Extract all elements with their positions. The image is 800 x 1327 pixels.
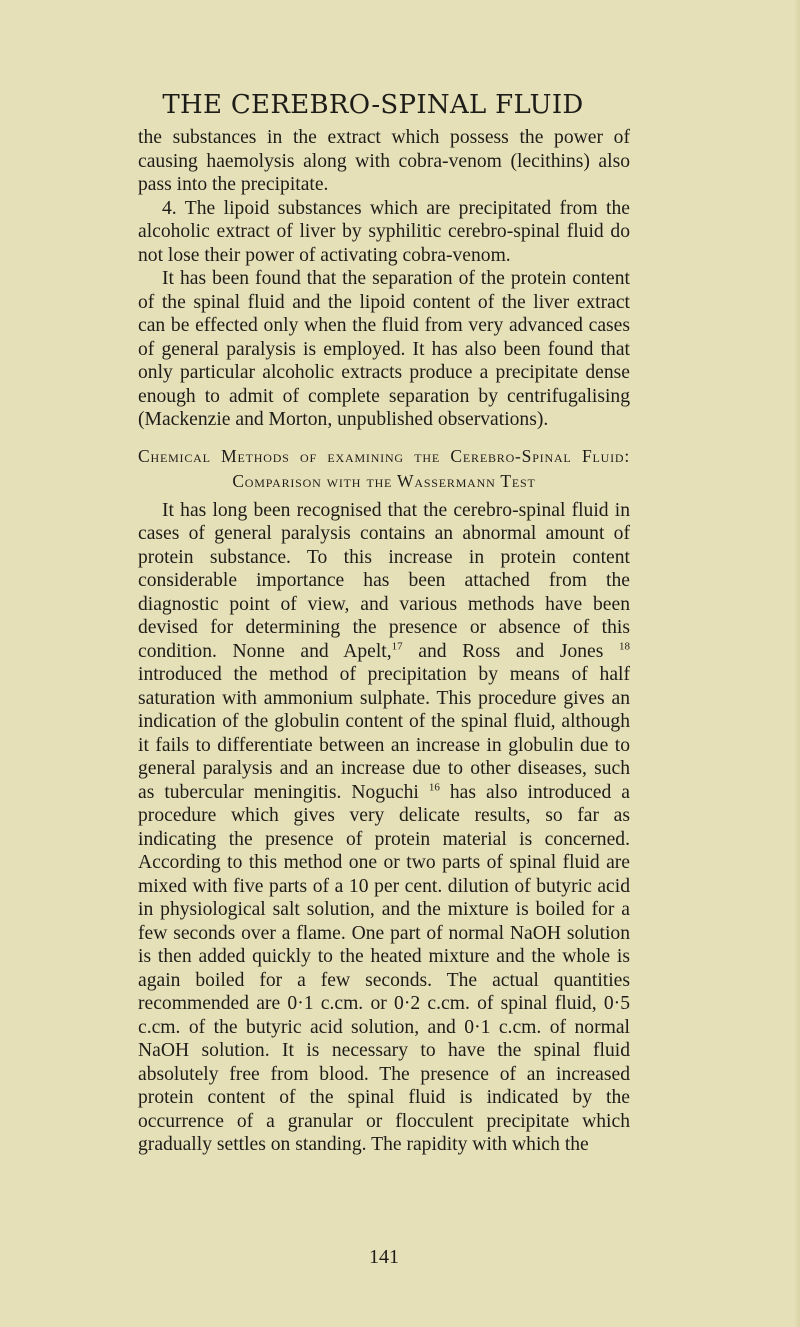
paragraph-continuation: the substances in the extract which possess the power of causing haemolysis along with cobra-venom (lecithins) also pass into the precipitate. [138, 127, 630, 195]
page-edge-shadow [794, 0, 800, 1327]
page-number: 141 [369, 1246, 399, 1268]
paragraph-text-part-1: It has long been recognised that the cerebro-spinal fluid in cases of general paralysis contains an abnormal amount of protein substance. To this increase in protein content considerable importance has been attached from the diagnostic point of view, and various methods have been devised for determining the presence or absence of this condition. Nonne and Apelt, [138, 499, 630, 662]
footnote-ref-16: 16 [428, 780, 440, 793]
body-text [138, 126, 630, 1157]
running-head: THE CEREBRO-SPINAL FLUID [162, 90, 584, 120]
paragraph-chemical-methods [138, 499, 630, 1157]
paragraph-text-part-4: has also introduced a procedure which gives very delicate results, so far as indicating the presence of protein material is concerned. According to this method one or two parts of spinal fluid are mixed with five parts of a 10 per cent. dilution of butyric acid in physiological salt solution, and the mixture is boiled for a few seconds over a flame. One part of normal NaOH solution is then added quickly to the heated mixture and the whole is again boiled for a few seconds. The actual quantities recommended are 0·1 c.cm. or 0·2 c.cm. of spinal fluid, 0·5 c.cm. of the butyric acid solution, and 0·1 c.cm. of normal NaOH solution. It is necessary to have the spinal fluid absolutely free from blood. The presence of an increased protein content of the spinal fluid is indicated by the occurrence of a granular or flocculent precipitate which gradually settles on standing. The rapidity with which the [138, 781, 630, 1155]
paragraph-point-4: 4. The lipoid substances which are precipitated from the alcoholic extract of liver by syphilitic cerebro-spinal fluid do not lose their power of activating cobra-venom. [138, 197, 630, 266]
paragraph-separation: It has been found that the separation of the protein content of the spinal fluid and the lipoid content of the liver extract can be effected only when the fluid from very advanced cases of general paralysis is employed. It has also been found that only particular alcoholic extracts produce a precipitate dense enough to admit of complete separation by centrifugalising (Mackenzie and Morton, unpublished observations). [138, 268, 630, 430]
footnote-ref-18: 18 [619, 639, 630, 652]
footnote-ref-17: 17 [391, 639, 403, 652]
paragraph-text-part-3: introduced the method of precipitation by means of half saturation with ammonium sulphate. This procedure gives an indication of the globulin content of the spinal fluid, although it fails to differentiate between an increase in globulin due to general paralysis and an increase due to other diseases, such as tubercular meningitis. Noguchi [138, 664, 630, 803]
paragraph-text-part-2: and Ross and Jones [402, 640, 619, 662]
section-heading: Chemical Methods of examining the Cerebro-Spinal Fluid: Comparison with the Wassermann Test [138, 445, 630, 491]
